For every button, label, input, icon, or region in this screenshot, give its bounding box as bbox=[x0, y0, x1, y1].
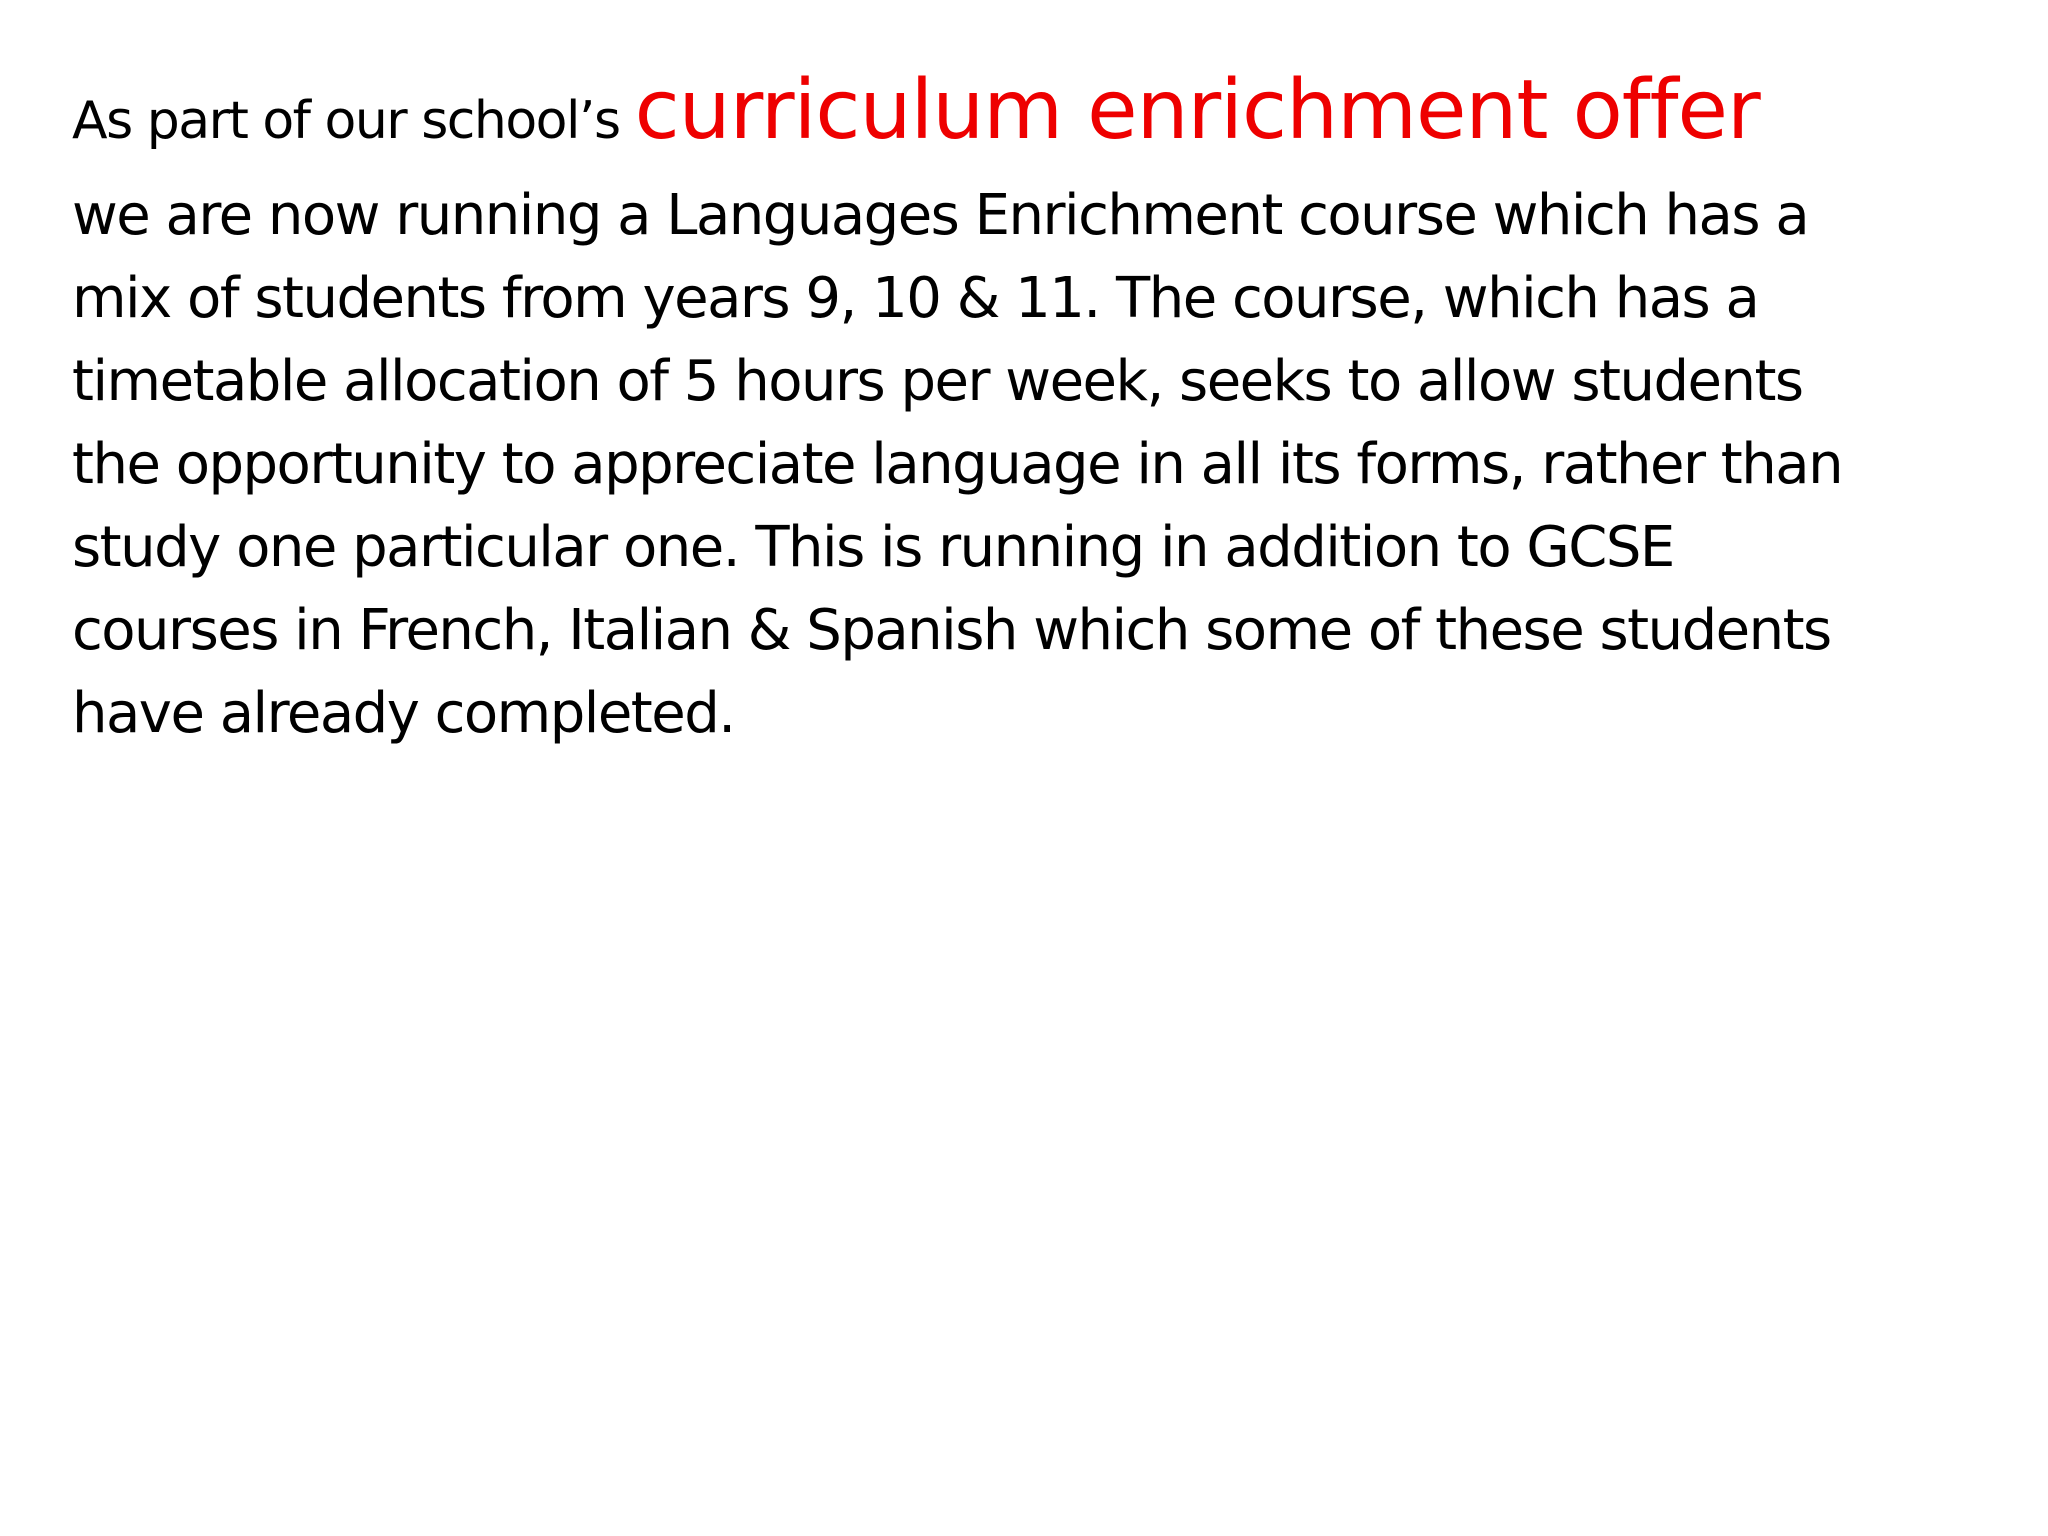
body-paragraph bbox=[72, 58, 1972, 755]
paragraph-line: courses in French, Italian & Spanish which some of these students bbox=[72, 598, 1831, 663]
paragraph-line: have already completed. bbox=[72, 681, 735, 746]
paragraph-line: timetable allocation of 5 hours per week, seeks to allow students bbox=[72, 349, 1803, 414]
paragraph-line: the opportunity to appreciate language in all its forms, rather than bbox=[72, 432, 1843, 497]
paragraph-line: mix of students from years 9, 10 & 11. The course, which has a bbox=[72, 266, 1759, 331]
paragraph-line-intro bbox=[72, 58, 1972, 174]
paragraph-line: we are now running a Languages Enrichment course which has a bbox=[72, 183, 1809, 248]
highlight-text: curriculum enrichment offer bbox=[634, 63, 1760, 158]
intro-text: As part of our school’s bbox=[72, 91, 635, 151]
paragraph-line: study one particular one. This is running in addition to GCSE bbox=[72, 515, 1674, 580]
